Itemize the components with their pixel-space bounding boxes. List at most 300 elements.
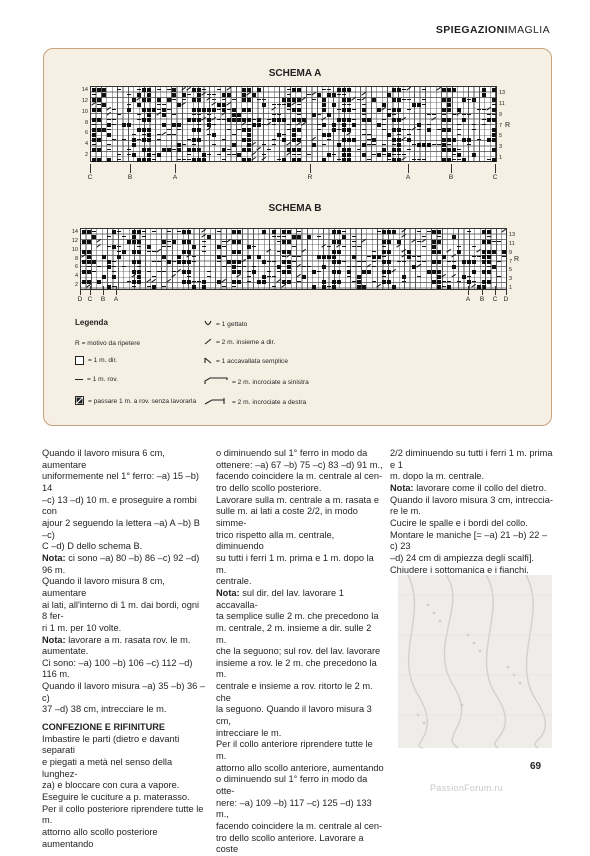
text-line: attorno allo scollo posteriore aumentando bbox=[42, 827, 158, 849]
text-line: Nota: lavorare come il collo del dietro. bbox=[390, 482, 547, 493]
chart-cell bbox=[402, 129, 406, 130]
ssk-icon bbox=[204, 357, 212, 366]
chart-cell bbox=[142, 98, 146, 102]
chart-cell bbox=[137, 128, 141, 132]
chart-cell bbox=[117, 89, 121, 90]
chart-cell bbox=[417, 129, 421, 130]
chart-cell bbox=[332, 154, 336, 155]
chart-cell bbox=[227, 118, 231, 122]
text-column-3 bbox=[390, 448, 554, 576]
chart-cell bbox=[166, 279, 172, 285]
chart-cell bbox=[107, 133, 111, 137]
chart-cell bbox=[202, 158, 206, 162]
chart-cell bbox=[467, 99, 471, 100]
chart-cell bbox=[422, 159, 426, 160]
chart-cell bbox=[152, 154, 156, 155]
chart-cell bbox=[317, 271, 321, 272]
chart-cell bbox=[482, 240, 486, 244]
chart-cell bbox=[287, 129, 291, 130]
chart-cell bbox=[377, 255, 381, 259]
chart-cell bbox=[382, 119, 386, 120]
chart-cell bbox=[502, 250, 506, 254]
text-line: sulle m. ai lati a coste 2/2, in modo simme- bbox=[216, 506, 358, 528]
chart-cell bbox=[247, 271, 251, 272]
chart-cell bbox=[147, 158, 151, 162]
chart-tick bbox=[482, 286, 483, 295]
chart-cell bbox=[412, 144, 416, 145]
chart-cell bbox=[237, 250, 241, 254]
chart-cell bbox=[397, 158, 401, 162]
text-line: o diminuendo sul 1° ferro in modo da bbox=[216, 448, 368, 458]
chart-cell bbox=[257, 118, 261, 122]
schema-b-grid bbox=[80, 228, 507, 290]
chart-cell bbox=[227, 260, 231, 264]
schema-a-column-letter: C bbox=[87, 174, 93, 181]
chart-cell bbox=[272, 139, 276, 140]
legend-item-cross-left bbox=[204, 377, 309, 387]
chart-cell bbox=[137, 246, 141, 247]
schema-a-column-letter: C bbox=[492, 174, 498, 181]
chart-cell bbox=[222, 286, 226, 287]
chart-cell bbox=[107, 144, 111, 145]
chart-cell bbox=[167, 260, 171, 264]
chart-cell bbox=[382, 260, 386, 264]
schema-b-column-letter-left: B bbox=[100, 296, 106, 303]
chart-cell bbox=[432, 114, 436, 115]
chart-cell bbox=[332, 270, 336, 274]
chart-cell bbox=[267, 276, 271, 277]
chart-cell bbox=[397, 154, 401, 155]
chart-cell bbox=[421, 239, 427, 245]
chart-cell bbox=[352, 123, 356, 127]
chart-cell bbox=[492, 114, 496, 115]
chart-cell bbox=[272, 124, 276, 125]
chart-cell bbox=[497, 241, 501, 242]
chart-cell bbox=[422, 99, 426, 100]
chart-cell bbox=[192, 114, 196, 115]
chart-cell bbox=[266, 249, 272, 255]
chart-cell bbox=[317, 124, 321, 125]
text-line: Chiudere i sottomanica e i fianchi. bbox=[390, 564, 529, 575]
chart-cell bbox=[332, 103, 336, 107]
chart-cell bbox=[197, 93, 201, 97]
chart-cell bbox=[132, 153, 136, 157]
chart-cell bbox=[462, 98, 466, 102]
text-line: m. dopo la m. centrale. bbox=[390, 471, 485, 482]
row-number-left: 4 bbox=[74, 273, 78, 280]
chart-cell bbox=[277, 265, 281, 269]
chart-cell bbox=[387, 260, 391, 264]
text-line: facendo coincidere la m. centrale al cen- bbox=[216, 471, 383, 482]
chart-cell bbox=[312, 143, 316, 147]
chart-cell bbox=[92, 231, 96, 232]
row-number-left: 8 bbox=[84, 119, 88, 126]
chart-tick bbox=[408, 164, 409, 173]
chart-cell bbox=[332, 255, 336, 259]
chart-cell bbox=[147, 251, 151, 252]
chart-cell bbox=[232, 118, 236, 122]
chart-cell bbox=[427, 114, 431, 115]
chart-cell bbox=[112, 230, 116, 234]
chart-cell bbox=[297, 148, 301, 152]
chart-cell bbox=[132, 280, 136, 284]
chart-cell bbox=[422, 104, 426, 105]
chart-cell bbox=[252, 93, 256, 97]
legend-item-text: = 2 m. incrociate a destra bbox=[232, 398, 307, 406]
chart-cell bbox=[171, 274, 177, 280]
chart-cell bbox=[167, 231, 171, 232]
chart-cell bbox=[162, 104, 166, 105]
chart-cell bbox=[377, 123, 381, 127]
chart-cell bbox=[437, 275, 441, 279]
chart-cell bbox=[107, 149, 111, 150]
chart-cell bbox=[342, 246, 346, 247]
chart-cell bbox=[92, 108, 96, 112]
chart-cell bbox=[347, 98, 351, 102]
text-line: uniformemente nel 1° ferro: –a) 15 –b) 14 bbox=[42, 471, 199, 493]
chart-cell bbox=[377, 153, 381, 157]
chart-cell bbox=[167, 241, 171, 242]
chart-cell bbox=[392, 98, 396, 102]
chart-cell bbox=[257, 99, 261, 100]
chart-cell bbox=[162, 113, 166, 117]
chart-cell bbox=[446, 249, 452, 255]
chart-cell bbox=[382, 256, 386, 257]
chart-cell bbox=[397, 118, 401, 122]
chart-cell bbox=[401, 157, 407, 163]
chart-cell bbox=[387, 230, 391, 234]
chart-cell bbox=[147, 245, 151, 249]
chart-cell bbox=[112, 275, 116, 279]
chart-cell bbox=[376, 284, 382, 290]
row-number-left: 12 bbox=[81, 97, 88, 104]
chart-cell bbox=[137, 139, 141, 140]
chart-cell bbox=[442, 143, 446, 147]
chart-cell bbox=[297, 128, 301, 132]
chart-cell bbox=[412, 265, 416, 269]
chart-cell bbox=[407, 149, 411, 150]
chart-cell bbox=[297, 114, 301, 115]
row-number-right: 7 bbox=[499, 122, 503, 129]
chart-cell bbox=[397, 148, 401, 152]
chart-cell bbox=[432, 270, 436, 274]
chart-cell bbox=[281, 284, 287, 290]
chart-cell bbox=[197, 128, 201, 132]
chart-cell bbox=[392, 230, 396, 234]
chart-cell bbox=[292, 128, 296, 132]
chart-cell bbox=[347, 153, 351, 157]
chart-cell bbox=[467, 144, 471, 145]
chart-cell bbox=[192, 245, 196, 249]
chart-cell bbox=[292, 88, 296, 92]
chart-cell bbox=[237, 240, 241, 244]
chart-cell bbox=[452, 159, 456, 160]
chart-cell bbox=[457, 159, 461, 160]
row-number-right: 9 bbox=[509, 249, 513, 256]
chart-cell bbox=[472, 260, 476, 264]
chart-cell bbox=[292, 138, 296, 142]
chart-cell bbox=[142, 118, 146, 122]
chart-cell bbox=[162, 271, 166, 272]
chart-cell bbox=[232, 240, 236, 244]
text-line: Quando il lavoro misura 6 cm, aumentare bbox=[42, 448, 165, 470]
chart-cell bbox=[182, 159, 186, 160]
chart-cell bbox=[182, 280, 186, 284]
chart-cell bbox=[147, 148, 151, 152]
row-number-left: 14 bbox=[81, 87, 88, 93]
chart-cell bbox=[472, 256, 476, 257]
chart-cell bbox=[417, 123, 421, 127]
chart-cell bbox=[332, 230, 336, 234]
legend-title: Legenda bbox=[75, 318, 108, 327]
chart-cell bbox=[457, 134, 461, 135]
text-line: e piegati a metà nel senso della lunghez- bbox=[42, 757, 173, 779]
chart-cell bbox=[427, 231, 431, 232]
chart-cell bbox=[122, 236, 126, 237]
chart-cell bbox=[107, 246, 111, 247]
legend-item-text: = 1 gettato bbox=[216, 321, 248, 328]
chart-cell bbox=[97, 280, 101, 284]
chart-cell bbox=[247, 143, 251, 147]
chart-cell bbox=[97, 138, 101, 142]
text-line: su tutti i ferri 1 m. prima e 1 m. dopo la m. bbox=[216, 552, 374, 575]
chart-cell bbox=[212, 124, 216, 125]
chart-cell bbox=[382, 270, 386, 274]
chart-cell bbox=[92, 88, 96, 92]
chart-cell bbox=[132, 143, 136, 147]
chart-cell bbox=[397, 138, 401, 142]
text-line: ta semplice sulle 2 m. che precedono la bbox=[216, 611, 379, 622]
chart-tick bbox=[495, 164, 496, 173]
chart-cell bbox=[247, 148, 251, 152]
chart-cell bbox=[317, 114, 321, 115]
text-line: Nota: sul dir. del lav. lavorare 1 accavalla- bbox=[216, 587, 344, 610]
chart-cell bbox=[342, 88, 346, 92]
chart-cell bbox=[172, 261, 176, 262]
chart-cell bbox=[312, 285, 316, 289]
chart-cell bbox=[387, 250, 391, 254]
chart-cell bbox=[172, 114, 176, 115]
chart-cell bbox=[452, 235, 456, 239]
chart-cell bbox=[272, 286, 276, 287]
chart-cell bbox=[501, 229, 507, 235]
chart-cell bbox=[432, 144, 436, 145]
chart-cell bbox=[172, 149, 176, 150]
chart-cell bbox=[197, 88, 201, 92]
chart-cell bbox=[207, 94, 211, 95]
chart-cell bbox=[361, 239, 367, 245]
chart-cell bbox=[237, 230, 241, 234]
row-number-right: 9 bbox=[499, 111, 503, 118]
chart-cell bbox=[232, 265, 236, 269]
chart-cell bbox=[247, 138, 251, 142]
chart-cell bbox=[172, 93, 176, 97]
text-line: ottenere: –a) 67 –b) 75 –c) 83 –d) 91 m., bbox=[216, 459, 383, 470]
chart-cell bbox=[407, 99, 411, 100]
chart-cell bbox=[267, 149, 271, 150]
chart-cell bbox=[367, 270, 371, 274]
chart-cell bbox=[472, 153, 476, 157]
chart-cell bbox=[262, 154, 266, 155]
chart-cell bbox=[392, 148, 396, 152]
chart-cell bbox=[232, 230, 236, 234]
chart-cell bbox=[222, 159, 226, 160]
row-number-right: 3 bbox=[499, 144, 503, 151]
chart-cell bbox=[217, 89, 221, 90]
chart-cell bbox=[401, 117, 407, 123]
chart-cell bbox=[232, 250, 236, 254]
chart-cell bbox=[147, 286, 151, 287]
chart-cell bbox=[437, 230, 441, 234]
chart-cell bbox=[487, 250, 491, 254]
chart-cell bbox=[232, 99, 236, 100]
chart-cell bbox=[117, 246, 121, 247]
chart-cell bbox=[292, 118, 296, 122]
text-line: che la seguono; sul rov. del lav. lavorare bbox=[216, 646, 381, 657]
chart-cell bbox=[157, 153, 161, 157]
row-number-right: 3 bbox=[509, 276, 513, 283]
chart-cell bbox=[357, 149, 361, 150]
chart-cell bbox=[137, 270, 141, 274]
chart-cell bbox=[227, 109, 231, 110]
chart-cell bbox=[347, 148, 351, 152]
chart-cell bbox=[372, 251, 376, 252]
chart-cell bbox=[87, 260, 91, 264]
chart-cell bbox=[447, 88, 451, 92]
chart-cell bbox=[372, 144, 376, 145]
chart-cell bbox=[397, 88, 401, 92]
chart-cell bbox=[262, 280, 266, 284]
chart-cell bbox=[407, 109, 411, 110]
chart-cell bbox=[416, 264, 422, 270]
section-heading: CONFEZIONE E RIFINITURE bbox=[42, 722, 166, 733]
chart-cell bbox=[287, 89, 291, 90]
chart-cell bbox=[132, 260, 136, 264]
chart-cell bbox=[431, 117, 437, 123]
chart-cell bbox=[382, 240, 386, 244]
chart-cell bbox=[227, 149, 231, 150]
chart-cell bbox=[337, 129, 341, 130]
chart-cell bbox=[147, 128, 151, 132]
text-line: –d) 24 cm di ampiezza degli scalfi]. bbox=[390, 552, 534, 563]
chart-cell bbox=[397, 98, 401, 102]
chart-cell bbox=[212, 94, 216, 95]
chart-cell bbox=[157, 139, 161, 140]
chart-cell bbox=[472, 246, 476, 247]
row-number-left: 8 bbox=[74, 255, 78, 262]
page-number: 69 bbox=[530, 761, 542, 772]
chart-cell bbox=[357, 266, 361, 267]
chart-cell bbox=[87, 230, 91, 234]
chart-cell bbox=[361, 97, 367, 103]
schema-a-side-label: R bbox=[505, 122, 511, 129]
chart-cell bbox=[292, 256, 296, 257]
chart-cell bbox=[357, 285, 361, 289]
dash-icon bbox=[75, 379, 83, 381]
chart-cell bbox=[202, 251, 206, 252]
chart-cell bbox=[187, 94, 191, 95]
chart-cell bbox=[157, 104, 161, 105]
chart-cell bbox=[462, 118, 466, 122]
chart-cell bbox=[402, 154, 406, 155]
chart-cell bbox=[342, 148, 346, 152]
text-line: Ci sono: –a) 100 –b) 106 –c) 112 –d) 116 m. bbox=[42, 657, 193, 680]
chart-cell bbox=[487, 266, 491, 267]
chart-cell bbox=[237, 153, 241, 157]
chart-cell bbox=[382, 144, 386, 145]
chart-cell bbox=[467, 260, 471, 264]
text-line: trico rispetto alla m. centrale, diminuendo bbox=[216, 529, 335, 552]
text-line: Nota: lavorare a m. rasata rov. le m. bbox=[42, 634, 191, 645]
chart-cell bbox=[442, 128, 446, 132]
chart-cell bbox=[137, 260, 141, 264]
legend-item-repeat bbox=[75, 340, 140, 347]
chart-cell bbox=[242, 266, 246, 267]
chart-tick bbox=[80, 286, 81, 295]
chart-cell bbox=[127, 281, 131, 282]
chart-cell bbox=[167, 148, 171, 152]
chart-cell bbox=[362, 285, 366, 289]
chart-cell bbox=[492, 138, 496, 142]
chart-cell bbox=[432, 240, 436, 244]
chart-cell bbox=[127, 154, 131, 155]
crossed-square-icon bbox=[75, 396, 84, 407]
chart-cell bbox=[362, 114, 366, 115]
chart-cell bbox=[117, 114, 121, 115]
row-number-left: 10 bbox=[71, 246, 78, 253]
chart-cell bbox=[297, 104, 301, 105]
chart-cell bbox=[287, 240, 291, 244]
chart-cell bbox=[442, 138, 446, 142]
chart-cell bbox=[157, 271, 161, 272]
chart-cell bbox=[412, 159, 416, 160]
chart-cell bbox=[447, 118, 451, 122]
chart-cell bbox=[132, 134, 136, 135]
chart-cell bbox=[287, 280, 291, 284]
chart-cell bbox=[182, 93, 186, 97]
chart-cell bbox=[117, 231, 121, 232]
chart-cell bbox=[282, 104, 286, 105]
chart-cell bbox=[437, 236, 441, 237]
chart-tick bbox=[495, 286, 496, 295]
chart-cell bbox=[172, 134, 176, 135]
chart-cell bbox=[152, 231, 156, 232]
chart-cell bbox=[402, 99, 406, 100]
chart-cell bbox=[322, 103, 326, 107]
chart-cell bbox=[287, 98, 291, 102]
chart-cell bbox=[367, 144, 371, 145]
legend-item-text: = 1 accavallata semplice bbox=[216, 358, 289, 365]
chart-cell bbox=[392, 88, 396, 92]
chart-cell bbox=[392, 138, 396, 142]
chart-cell bbox=[442, 88, 446, 92]
chart-cell bbox=[417, 143, 421, 147]
chart-cell bbox=[482, 250, 486, 254]
chart-cell bbox=[227, 154, 231, 155]
text-line: ai lati, all'interno di 1 m. dai bordi, ogni 8 fer- bbox=[42, 599, 200, 622]
chart-cell bbox=[492, 158, 496, 162]
legend-item-text: R = motivo da ripetere bbox=[75, 340, 141, 347]
chart-cell bbox=[342, 261, 346, 262]
chart-cell bbox=[442, 158, 446, 162]
chart-cell bbox=[257, 123, 261, 127]
chart-cell bbox=[107, 285, 111, 289]
legend-item-knit bbox=[75, 356, 117, 365]
chart-cell bbox=[197, 138, 201, 142]
chart-cell bbox=[157, 109, 161, 110]
chart-cell bbox=[467, 114, 471, 115]
chart-cell bbox=[132, 286, 136, 287]
